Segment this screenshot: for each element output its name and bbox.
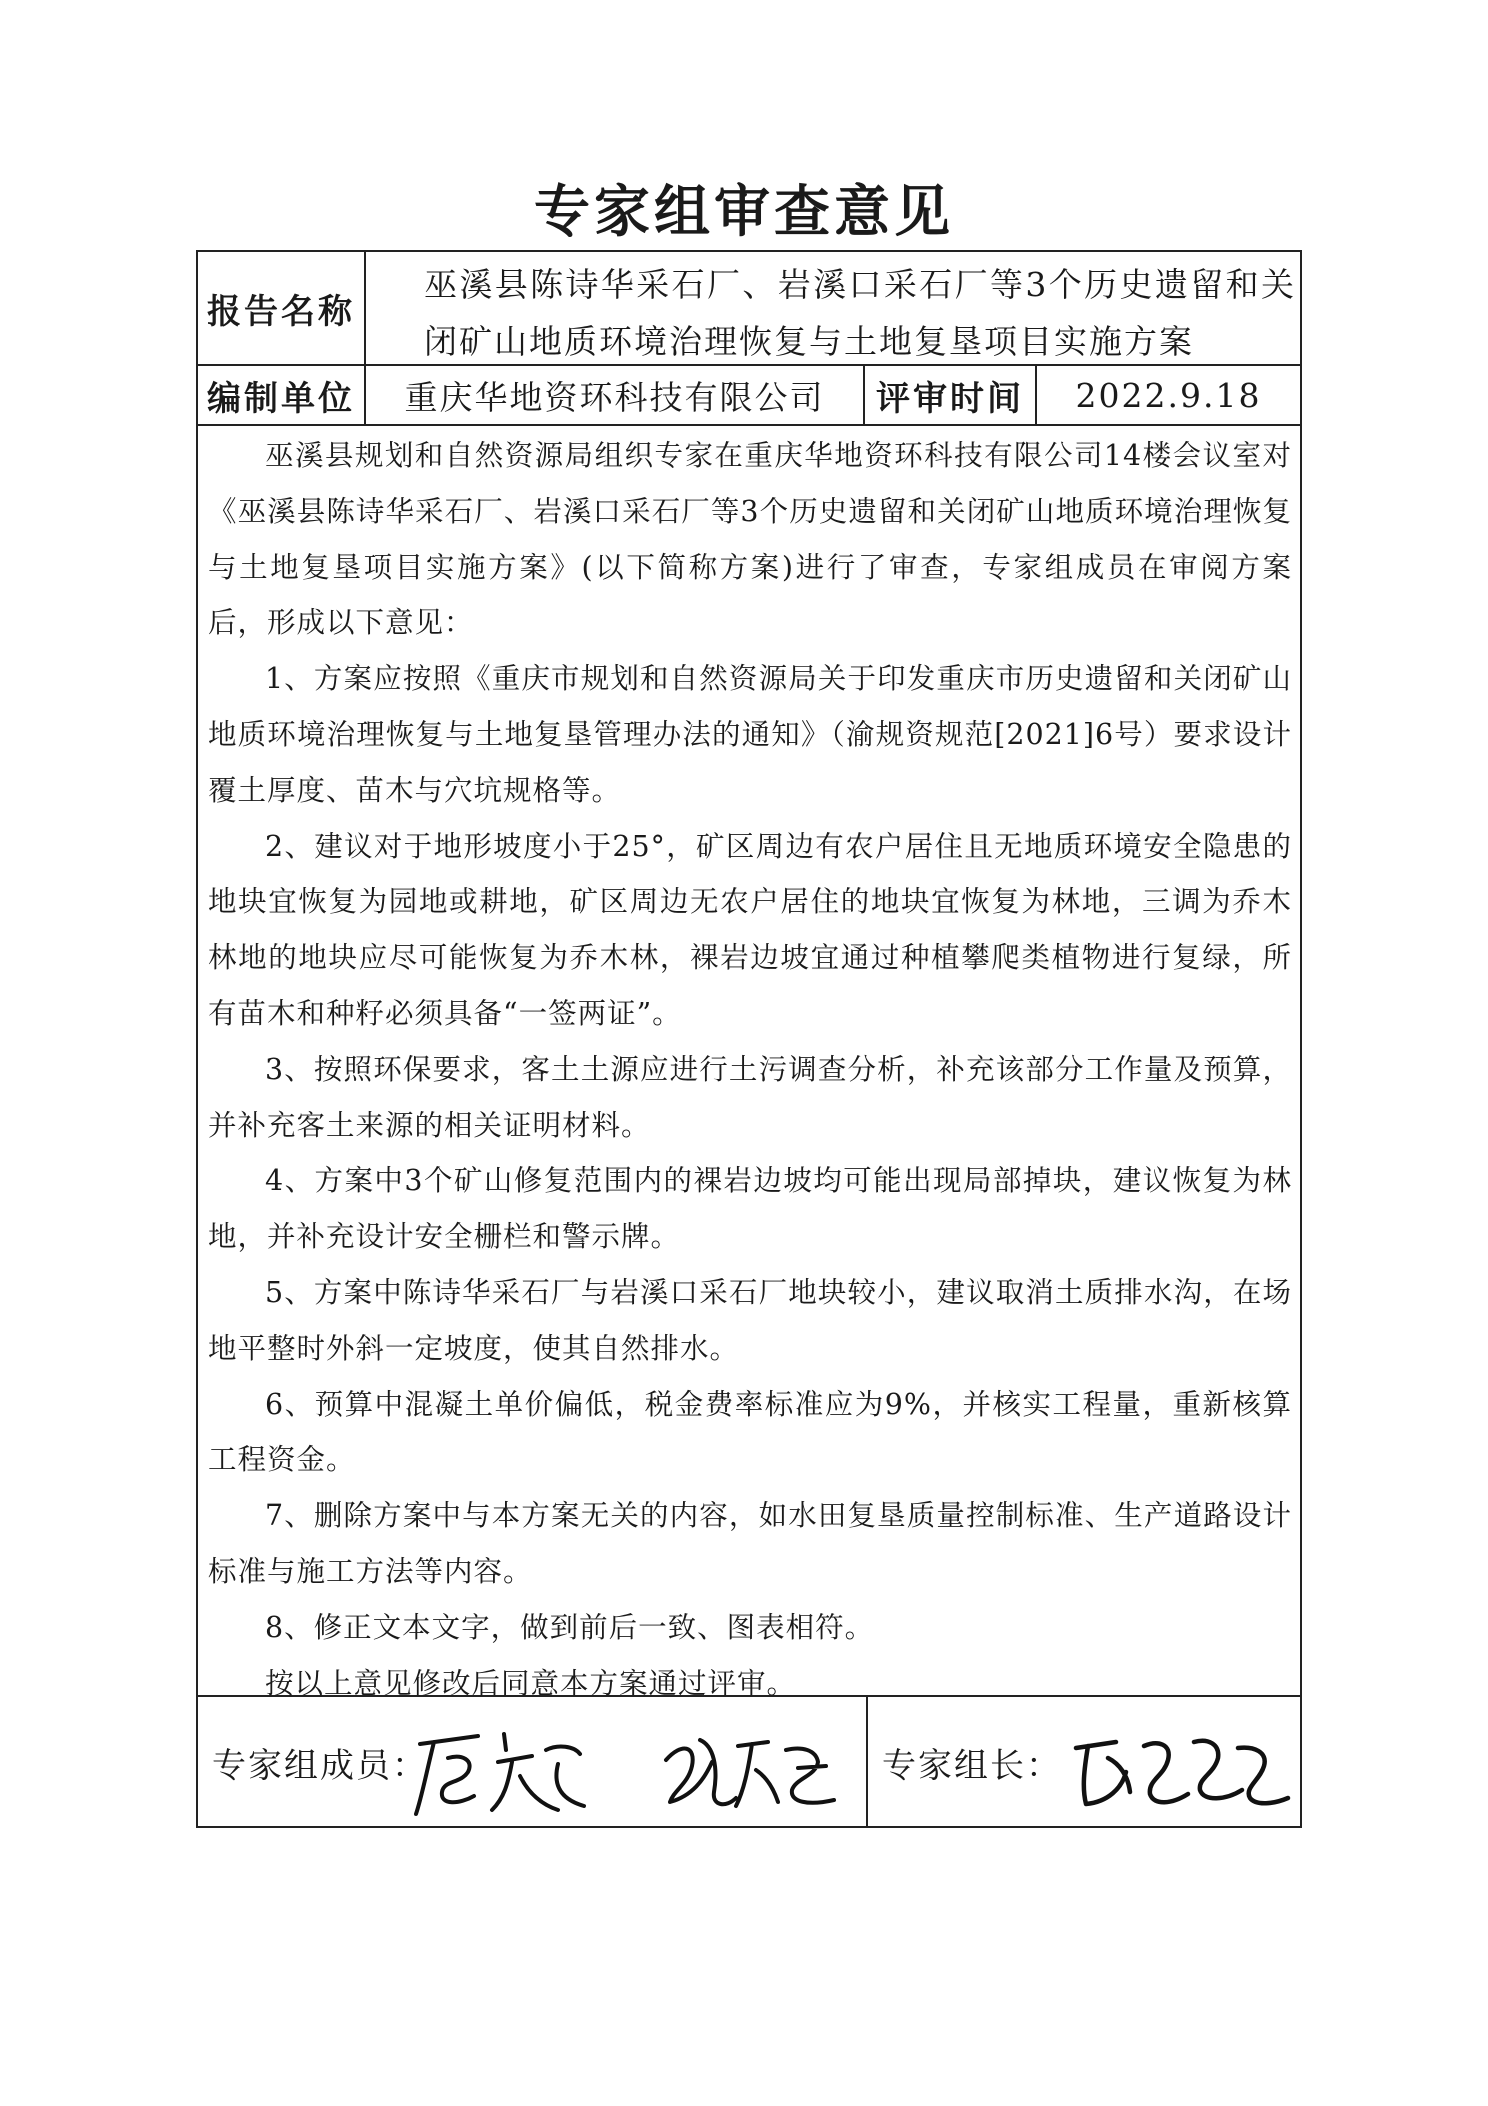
opinion-item-1: 1、方案应按照《重庆市规划和自然资源局关于印发重庆市历史遗留和关闭矿山地质环境治理恢复与土地复垦管理办法的通知》（渝规资规范[2021]6号）要求设计覆土厚度、苗木与穴坑规格等。 [208, 662, 1292, 807]
opinion-item-7: 7、删除方案中与本方案无关的内容，如水田复垦质量控制标准、生产道路设计标准与施工方法等内容。 [208, 1499, 1292, 1588]
opinion-item-6: 6、预算中混凝土单价偏低，税金费率标准应为9%，并核实工程量，重新核算工程资金。 [208, 1387, 1292, 1477]
leader-signature [1068, 1718, 1293, 1818]
review-time-value: 2022.9.18 [1075, 375, 1262, 415]
review-form-table [196, 250, 1302, 1828]
opinion-item-5: 5、方案中陈诗华采石厂与岩溪口采石厂地块较小，建议取消土质排水沟，在场地平整时外斜一定坡度，使其自然排水。 [208, 1275, 1292, 1365]
report-name-value: 巫溪县陈诗华采石厂、岩溪口采石厂等3个历史遗留和关闭矿山地质环境治理恢复与土地复垦项目实施方案 [424, 265, 1296, 361]
report-name-label: 报告名称 [207, 291, 355, 332]
members-label: 专家组成员： [212, 1746, 428, 1786]
member-signature-1 [408, 1714, 598, 1824]
unit-label: 编制单位 [207, 378, 355, 419]
col-divider-signature [866, 1695, 868, 1828]
member-signature-2 [656, 1720, 846, 1820]
leader-label: 专家组长： [882, 1746, 1062, 1786]
unit-value: 重庆华地资环科技有限公司 [404, 377, 825, 417]
opinion-item-3: 3、按照环保要求，客土土源应进行土污调查分析，补充该部分工作量及预算，并补充客土来源的相关证明材料。 [208, 1052, 1292, 1142]
opinion-item-4: 4、方案中3个矿山修复范围内的裸岩边坡均可能出现局部掉块，建议恢复为林地，并补充设计安全栅栏和警示牌。 [208, 1164, 1292, 1254]
review-time-label: 评审时间 [876, 378, 1024, 419]
page-title: 专家组审查意见 [534, 179, 954, 245]
opinion-item-2: 2、建议对于地形坡度小于25°，矿区周边有农户居住且无地质环境安全隐患的地块宜恢复为园地或耕地，矿区周边无农户居住的地块宜恢复为林地，三调为乔木林地的地块应尽可能恢复为乔木林，裸岩边坡宜通过种植攀爬类植物进行复绿，所有苗木和种籽必须具备“一签两证”。 [208, 829, 1292, 1030]
opinion-item-8: 8、修正文本文字，做到前后一致、图表相符。 [265, 1610, 875, 1644]
opinions-body [208, 428, 1292, 1711]
row-divider-2 [198, 424, 1300, 426]
opinion-intro: 巫溪县规划和自然资源局组织专家在重庆华地资环科技有限公司14楼会议室对《巫溪县陈诗华采石厂、岩溪口采石厂等3个历史遗留和关闭矿山地质环境治理恢复与土地复垦项目实施方案》(以下简称方案)进行了审查，专家组成员在审阅方案后，形成以下意见： [208, 439, 1292, 640]
opinion-conclusion: 按以上意见修改后同意本方案通过评审。 [265, 1666, 797, 1700]
